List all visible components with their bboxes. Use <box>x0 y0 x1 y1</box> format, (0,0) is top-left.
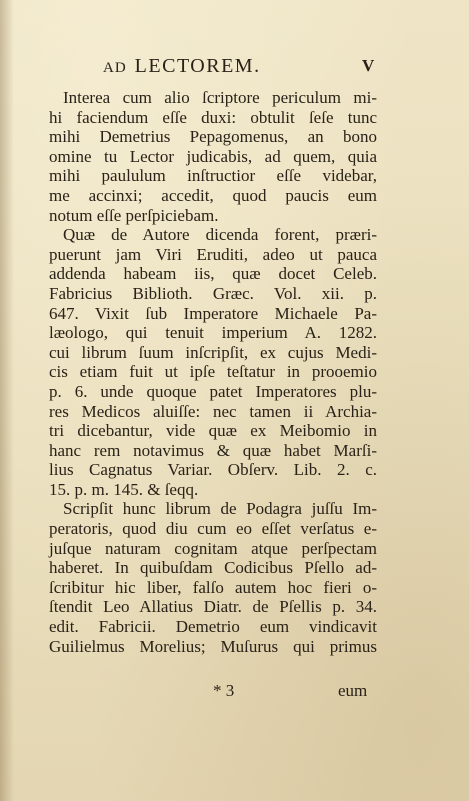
text-line: Guilielmus Morelius; Muſurus qui primus <box>49 636 377 656</box>
text-line: læologo, qui tenuit imperium A. 1282. <box>49 323 377 343</box>
text-line: Quæ de Autore dicenda forent, præri- <box>63 225 377 245</box>
running-head-title <box>103 55 261 78</box>
text-line: hanc rem notavimus & quæ habet Marſi- <box>49 440 377 460</box>
paragraph-3 <box>49 499 377 656</box>
text-line: omine tu Lector judicabis, ad quem, quia <box>49 146 377 166</box>
text-line: mihi paululum inſtructior eſſe videbar, <box>49 166 377 186</box>
text-line: 647. Vixit ſub Imperatore Michaele Pa- <box>49 303 377 323</box>
text-line: ſtendit Leo Allatius Diatr. de Pſellis p. 34. <box>49 597 377 617</box>
text-line: mihi Demetrius Pepagomenus, an bono <box>49 127 377 147</box>
text-line: puerunt jam Viri Eruditi, adeo ut pauca <box>49 244 377 264</box>
text-line: edit. Fabricii. Demetrio eum vindicavit <box>49 617 377 637</box>
page-footer <box>0 681 469 703</box>
text-line: lius Cagnatus Variar. Obſerv. Lib. 2. c. <box>49 460 377 480</box>
text-line: ſcribitur hic liber, falſo autem hoc fieri o- <box>49 577 377 597</box>
text-line: Scripſit hunc librum de Podagra juſſu Im- <box>63 499 377 519</box>
running-head-main: LECTOREM. <box>134 55 261 77</box>
text-line: me accinxi; accedit, quod paucis eum <box>49 185 377 205</box>
text-line: res Medicos aluiſſe: nec tamen ii Archia- <box>49 401 377 421</box>
paragraph-2 <box>49 225 377 499</box>
text-line: tri dicebantur, vide quæ ex Meibomio in <box>49 421 377 441</box>
paragraph-1 <box>49 88 377 225</box>
text-line: cui librum ſuum inſcripſit, ex cujus Medi- <box>49 342 377 362</box>
text-line: cis etiam fuit ut ipſe teſtatur in prooemio <box>49 362 377 382</box>
text-line: juſque naturam cognitam atque perſpectam <box>49 538 377 558</box>
text-line: peratoris, quod diu cum eo eſſet verſatus e- <box>49 519 377 539</box>
text-line: notum eſſe perſpiciebam. <box>49 205 219 225</box>
catchword: eum <box>338 681 368 700</box>
text-line: hi faciendum eſſe duxi: obtulit ſeſe tunc <box>49 107 377 127</box>
text-line: p. 6. unde quoque patet Imperatores plu- <box>49 381 377 401</box>
page-number: V <box>362 56 375 75</box>
body-text <box>49 88 377 656</box>
text-line: addenda habeam iis, quæ docet Celeb. <box>49 264 377 284</box>
text-line: haberet. In quibuſdam Codicibus Pſello ad- <box>49 558 377 578</box>
running-head-prefix: AD <box>103 60 127 76</box>
text-line: Fabricius Biblioth. Græc. Vol. xii. p. <box>49 283 377 303</box>
text-line: Interea cum alio ſcriptore periculum mi- <box>63 88 377 107</box>
signature-mark: * 3 <box>213 681 235 700</box>
running-head <box>0 55 469 81</box>
text-line: 15. p. m. 145. & ſeqq. <box>49 479 199 499</box>
